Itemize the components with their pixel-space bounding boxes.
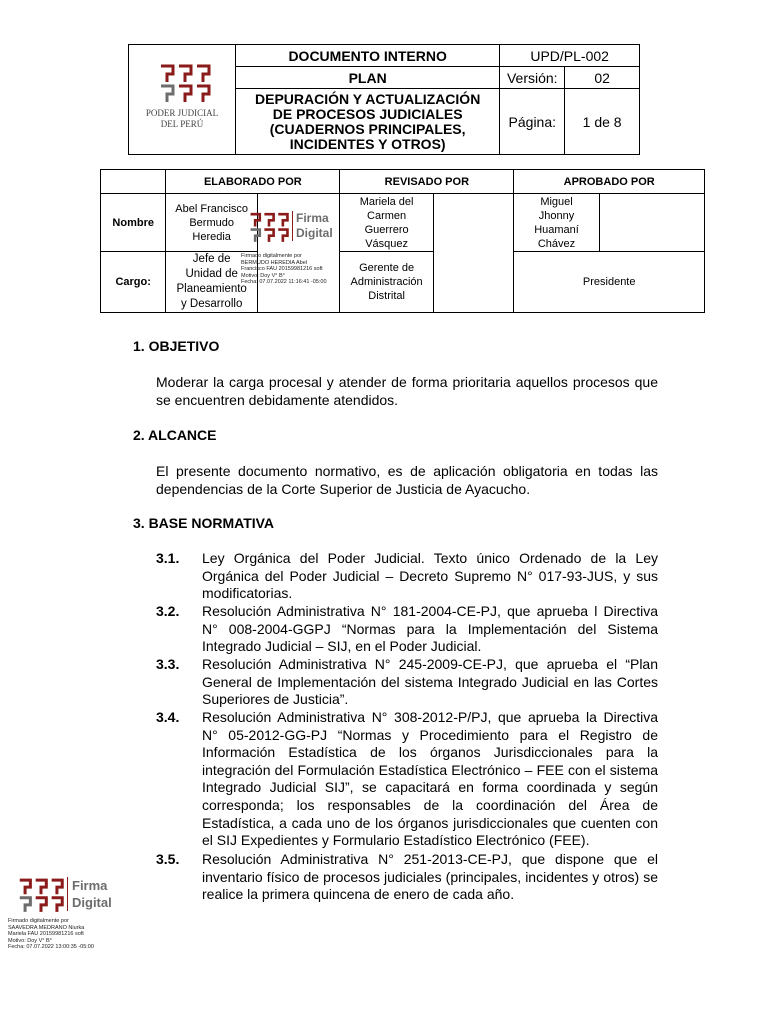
aprobado-cargo: Presidente [514, 252, 705, 313]
section-2-text: El presente documento normativo, es de aplicación obligatoria en todas las dependencias de la Corte Superior de Justicia de Ayacucho. [156, 463, 658, 497]
list-item [156, 851, 658, 904]
signature-2-details: Firmado digitalmente por SAAVEDRA MEDRANO Niurka Mariela FAU 20159981216 soft Motivo: Doy V° B° Fecha: 07.07.2022 13:00:35 -05:00 [8, 918, 94, 950]
item-number: 3.2. [156, 603, 180, 619]
section-2-title: 2. ALCANCE [133, 427, 217, 443]
row-cargo-label: Cargo: [101, 252, 166, 313]
elaborado-nombre: Abel Francisco Bermudo Heredia [166, 194, 258, 252]
list-item [156, 550, 658, 603]
version-label: Versión: [500, 67, 565, 89]
document-header [128, 44, 640, 155]
item-text: Resolución Administrativa N° 245-2009-CE-PJ, que aprueba el “Plan General de Implementación del sistema Integrado Judicial en las Cortes Superiores de Justicia”. [202, 656, 658, 708]
row-nombre-label: Nombre [101, 194, 166, 252]
page-label: Página: [500, 89, 565, 155]
doc-category: PLAN [236, 67, 500, 89]
digital-signature-stamp-2 [8, 876, 128, 956]
revisado-signature-cell [433, 194, 514, 313]
section-3-title: 3. BASE NORMATIVA [133, 515, 275, 531]
poder-judicial-logo-icon [159, 64, 211, 104]
item-text: Resolución Administrativa N° 181-2004-CE-PJ, que aprueba l Directiva N° 008-2004-GGPJ “Normas para la Implementación del Sistema Integrado Judicial – SIJ, en el Poder Judicial. [202, 603, 658, 655]
signature-1-details: Firmado digitalmente por BERMUDO HEREDIA Abel Francisco FAU 20159981216 soft Motivo: Doy V° B° Fecha: 07.07.2022 11:16:41 -05:00 [241, 253, 327, 285]
list-item [156, 709, 658, 850]
firma-digital-logo-icon [18, 878, 64, 914]
firma-digital-label-1: Firma Digital [292, 211, 333, 241]
doc-title: DEPURACIÓN Y ACTUALIZACIÓN DE PROCESOS JUDICIALES (CUADERNOS PRINCIPALES, INCIDENTES Y OTROS) [236, 89, 500, 155]
firma-digital-label-2: Firma Digital [67, 877, 112, 911]
col-elaborado: ELABORADO POR [166, 170, 340, 194]
firma-digital-logo-icon [249, 210, 289, 246]
item-text: Ley Orgánica del Poder Judicial. Texto único Ordenado de la Ley Orgánica del Poder Judicial – Decreto Supremo N° 017-93-JUS, y sus modificatorias. [202, 550, 658, 602]
section-1-text: Moderar la carga procesal y atender de forma prioritaria aquellos procesos que se encuentren debidamente atendidos. [156, 374, 658, 408]
item-text: Resolución Administrativa N° 251-2013-CE-PJ, que dispone que el inventario físico de procesos judiciales (principales, incidentes y otros) se realice la primera quincena de enero de cada año. [202, 851, 658, 903]
item-number: 3.1. [156, 550, 180, 566]
aprobado-nombre: Miguel Jhonny Huamaní Chávez [514, 194, 599, 252]
revisado-nombre: Mariela del Carmen Guerrero Vásquez [340, 194, 434, 252]
item-number: 3.5. [156, 851, 180, 867]
org-name: PODER JUDICIAL DEL PERÚ [145, 107, 219, 129]
section-1-title: 1. OBJETIVO [133, 338, 220, 354]
corner-cell [101, 170, 166, 194]
doc-code: UPD/PL-002 [500, 45, 640, 67]
list-item [156, 656, 658, 709]
revisado-cargo: Gerente de Administración Distrital [340, 252, 434, 313]
elaborado-cargo: Jefe de Unidad de Planeamiento y Desarrollo [166, 252, 258, 313]
item-text: Resolución Administrativa N° 308-2012-P/PJ, que aprueba la Directiva N° 05-2012-GG-PJ “Normas y Procedimiento para el Registro de Información Estadística de los órganos Jurisdiccionales para la integración del Formulación Estadística Electrónico – FEE con el sistema Integrado Judicial SIJ”, se capacitará en forma coordinada y según corresponda; los responsables de la coordinación del Área de Estadística, a cada uno de los órganos jurisdiccionales que cuenten con el SIJ Expedientes y Formulario Estadístico Electrónico (FEE). [202, 709, 658, 849]
aprobado-signature-cell [599, 194, 704, 252]
item-number: 3.4. [156, 709, 180, 725]
doc-type: DOCUMENTO INTERNO [236, 45, 500, 67]
page-value: 1 de 8 [565, 89, 640, 155]
item-number: 3.3. [156, 656, 180, 672]
approvals-table [100, 169, 705, 313]
logo-cell [129, 45, 236, 155]
list-item [156, 603, 658, 656]
col-revisado: REVISADO POR [340, 170, 514, 194]
col-aprobado: APROBADO POR [514, 170, 705, 194]
version-value: 02 [565, 67, 640, 89]
digital-signature-stamp-1 [241, 210, 344, 290]
